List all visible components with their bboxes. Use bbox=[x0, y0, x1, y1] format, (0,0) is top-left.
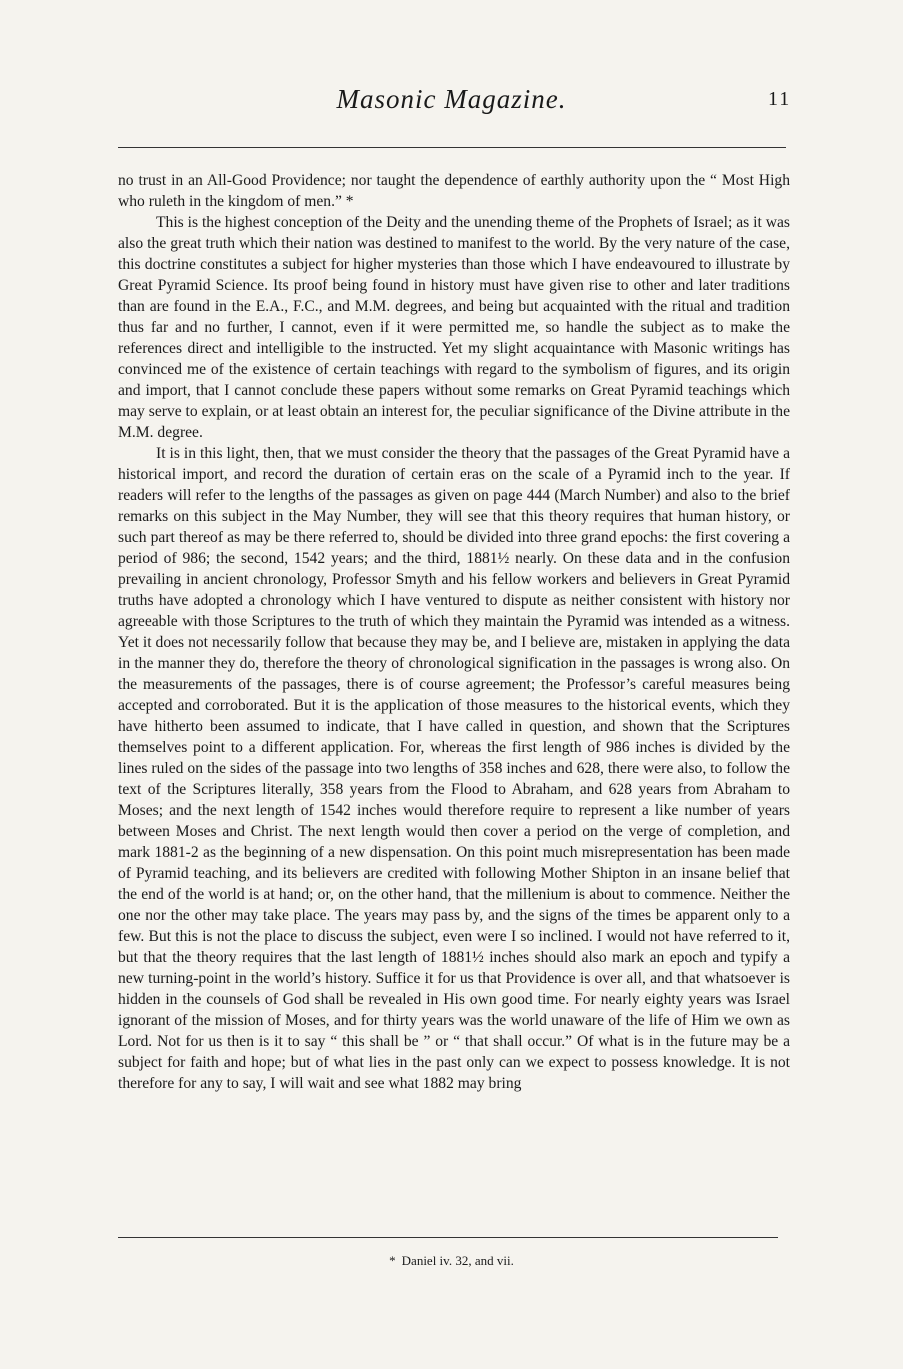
header-rule bbox=[118, 147, 786, 148]
footnote-text: Daniel iv. 32, and vii. bbox=[401, 1253, 514, 1268]
article-body bbox=[118, 170, 790, 1094]
page-number: 11 bbox=[768, 88, 792, 110]
paragraph-continuation: no trust in an All-Good Providence; nor taught the dependence of earthly authority upon the “ Most High who ruleth in the kingdom of men.” * bbox=[118, 172, 790, 210]
journal-title: Masonic Magazine. bbox=[336, 84, 567, 114]
page-header bbox=[0, 84, 903, 124]
paragraph: It is in this light, then, that we must consider the theory that the passages of the Great Pyramid have a historical import, and record the duration of certain eras on the scale of a Pyramid inch to the year. If readers will refer to the lengths of the passages as given on page 444 (March Number) and also to the brief remarks on this subject in the May Number, they will see that this theory requires that human history, or such part thereof as may be there referred to, should be divided into three grand epochs: the first covering a period of 986; the second, 1542 years; and the third, 1881½ nearly. On these data and in the confusion prevailing in ancient chronology, Professor Smyth and his fellow workers and believers in Great Pyramid truths have adopted a chronology which I have ventured to dispute as neither consistent with history nor agreeable with those Scriptures to the truth of which they maintain the Pyramid was intended as a witness. Yet it does not necessarily follow that because they may be, and I believe are, mistaken in applying the data in the manner they do, therefore the theory of chronological signification in the passages is wrong also. On the measurements of the passages, there is of course agreement; the Professor’s careful measures being accepted and corroborated. But it is the application of those measures to the historical events, which they have hitherto been assumed to indicate, that I have called in question, and shown that the Scriptures themselves point to a different application. For, whereas the first length of 986 inches is divided by the lines ruled on the sides of the passage into two lengths of 358 inches and 628, there were also, to follow the text of the Scriptures literally, 358 years from the Flood to Abraham, and 628 years from Abraham to Moses; and the next length of 1542 inches would therefore require to represent a like number of years between Moses and Christ. The next length would then cover a period on the verge of completion, and mark 1881-2 as the beginning of a new dispensation. On this point much misrepresentation has been made of Pyramid teaching, and its believers are credited with following Mother Shipton in an insane belief that the end of the world is at hand; or, on the other hand, that the millenium is about to commence. Neither the one nor the other may take place. The years may pass by, and the signs of the times be apparent only to a few. But this is not the place to discuss the subject, even were I so inclined. I would not have referred to it, but that the theory requires that the last length of 1881½ inches should also mark an epoch and typify a new turning-point in the world’s history. Suffice it for us that Providence is over all, and that whatsoever is hidden in the counsels of God shall be revealed in His own good time. For nearly eighty years was Israel ignorant of the mission of Moses, and for thirty years was the world unaware of the life of Him we own as Lord. Not for us then is it to say “ this shall be ” or “ that shall occur.” Of what is in the future may be a subject for faith and hope; but of what lies in the past only can we expect to possess knowledge. It is not therefore for any to say, I will wait and see what 1882 may bring bbox=[118, 445, 790, 1092]
paragraph: This is the highest conception of the Deity and the unending theme of the Prophets of Israel; as it was also the great truth which their nation was destined to manifest to the world. By the very nature of the case, this doctrine constitutes a subject for higher mysteries than those which I have endeavoured to illustrate by Great Pyramid Science. Its proof being found in history must have given rise to other and later traditions than are found in the E.A., F.C., and M.M. degrees, and being but acquainted with the ritual and tradition thus far and no further, I cannot, even if it were permitted me, so handle the subject as to make the references direct and intelligible to the instructed. Yet my slight acquaintance with Masonic writings has convinced me of the existence of certain teachings with regard to the symbolism of figures, and its origin and import, that I cannot conclude these papers without some remarks on Great Pyramid teachings which may serve to explain, or at least obtain an interest for, the peculiar significance of the Divine attribute in the M.M. degree. bbox=[118, 214, 790, 441]
footnote bbox=[0, 1253, 903, 1269]
footnote-rule bbox=[118, 1237, 778, 1238]
footnote-mark: * bbox=[389, 1253, 396, 1268]
